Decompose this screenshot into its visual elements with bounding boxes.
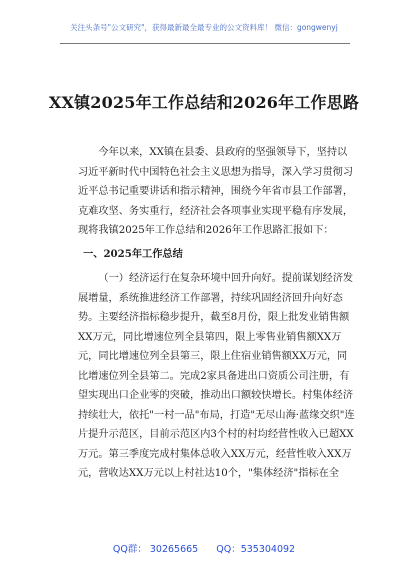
document-title: XX镇2025年工作总结和2026年工作思路 <box>48 93 360 112</box>
footer-qq: QQ：535304092 <box>216 544 296 555</box>
header-promo-note: 关注头条号"公文研究"，获得最新最全最专业的公文资料库！ 微信：gongwenyj <box>70 23 338 32</box>
footer-qq-group: QQ群： 30265665 <box>112 544 199 555</box>
intro-paragraph: 今年以来，XX镇在县委、县政府的坚强领导下，坚持以习近平新时代中国特色社会主义思想为指导，深入学习贯彻习近平总书记重要讲话和指示精神，围绕今年省市县工作部署，克难攻坚、务实重行，经济社会各项事业实现平稳有序发展，现将我镇2025年工作总结和2026年工作思路汇报如下： <box>78 147 354 236</box>
footer-contact <box>0 541 408 555</box>
document-body <box>78 143 356 484</box>
header-divider <box>60 43 350 44</box>
section-heading: 一、2025年工作总结 <box>83 247 183 260</box>
section-paragraph: （一）经济运行在复杂环境中回升向好。提前谋划经济发展增量，系统推进经济工作部署，持续巩固经济回升向好态势。主要经济指标稳步提升，截至8月份，限上批发业销售额XX万元，同比增速位列全县第四，限上零售业销售额XX万元，同比增速位列全县第三，限上住宿业销售额XX万元，同比增速位列全县第二。完成2家具备进出口资质公司注册，有望实现出口企业零的突破，推动出口额较快增长。村集体经济持续壮大，依托"一村一品"布局，打造"无尽山海·蓝缘交织"连片提升示范区，目前示范区内3个村的村均经营性收入已超XX万元。第三季度完成村集体总收入XX万元，经营性收入XX万元，营收达XX万元以上村社达10个，"集体经济"指标在全 <box>78 273 355 479</box>
